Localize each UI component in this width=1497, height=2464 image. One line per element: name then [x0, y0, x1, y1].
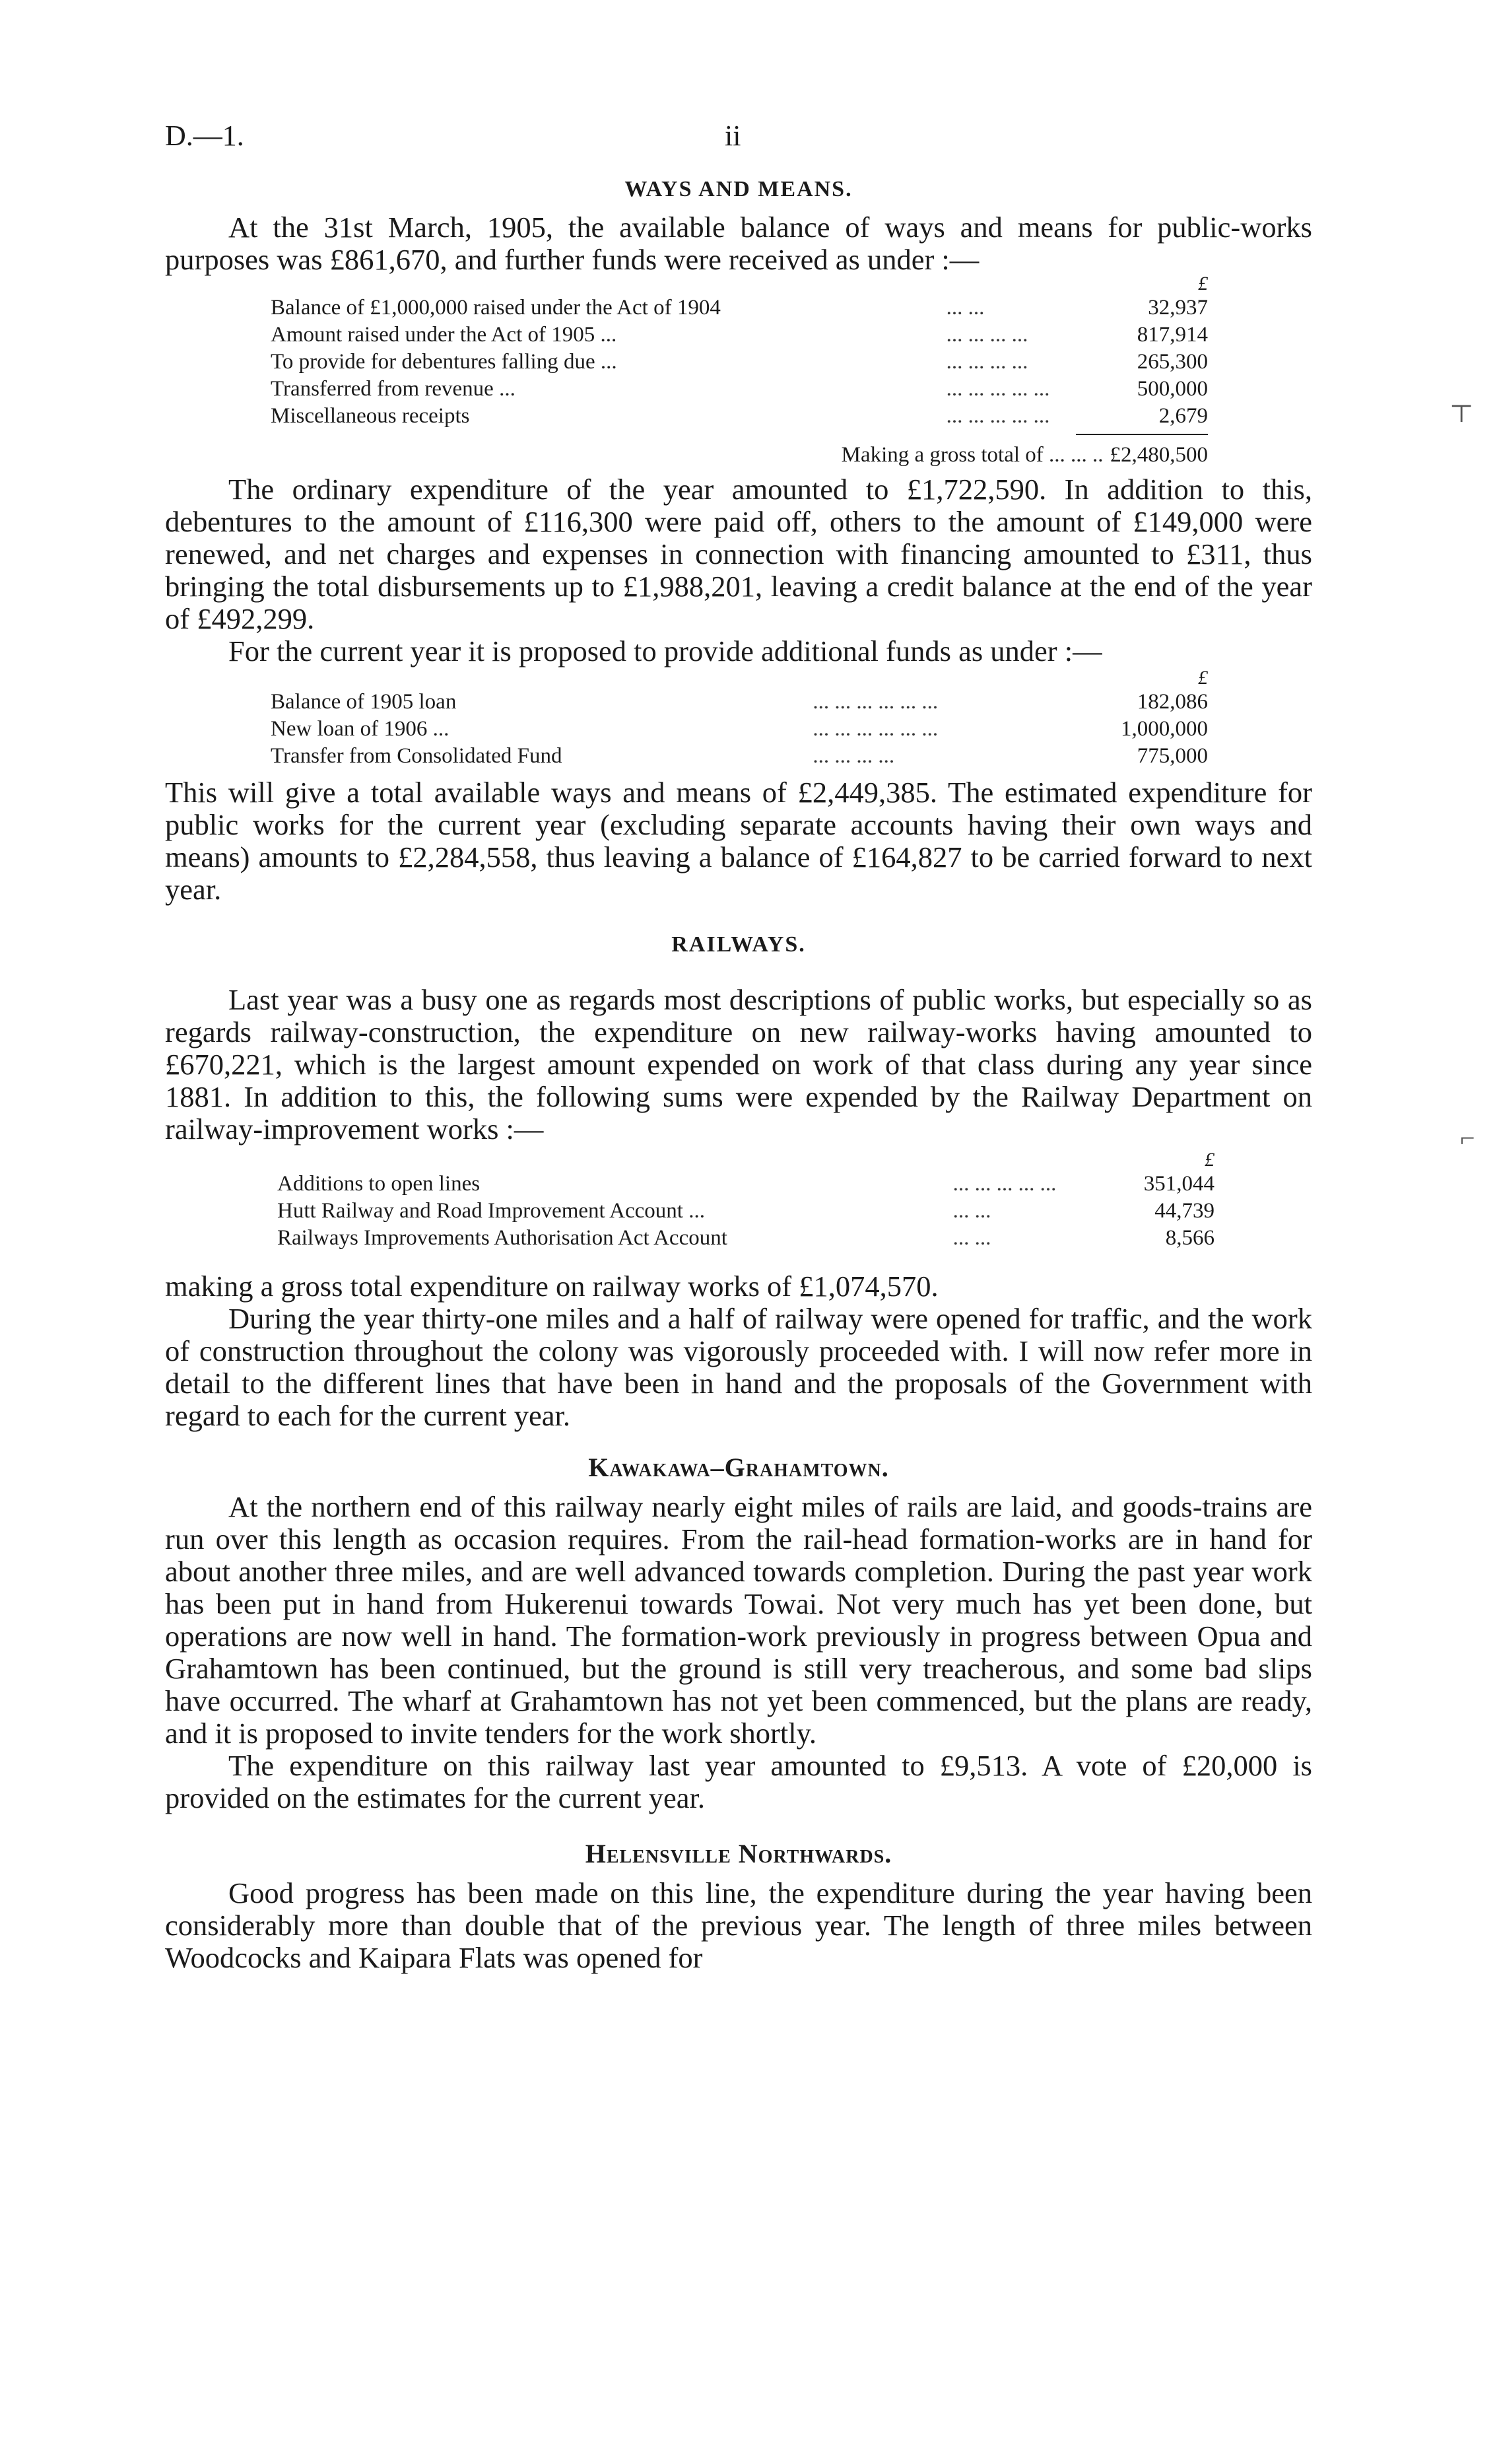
row-amount: 32,937 [1148, 296, 1208, 320]
row-label: To provide for debentures falling due ... [271, 350, 617, 374]
funds-received-table [271, 294, 1208, 430]
row-label: Additions to open lines [277, 1172, 481, 1196]
page-number: ii [725, 120, 741, 152]
row-leader-dots: ... ... ... ... ... [952, 1172, 1057, 1196]
railway-improvement-table [277, 1171, 1214, 1252]
section-heading-kawakawa: Kawakawa–Grahamtown. [588, 1453, 889, 1482]
paragraph: The expenditure on this railway last year amounted to £9,513. A vote of £20,000 is provided on the estimates for the current year. [165, 1749, 1312, 1814]
table-row [277, 1225, 1214, 1252]
row-leader-dots: ... ... ... ... ... [946, 404, 1050, 428]
total-rule [1076, 434, 1208, 435]
row-leader-dots: ... ... ... ... ... ... [813, 690, 939, 714]
currency-symbol: £ [1205, 1149, 1214, 1171]
table-row [271, 689, 1208, 716]
row-label: Balance of £1,000,000 raised under the Act of 1904 [271, 296, 721, 320]
paragraph: At the northern end of this railway nearly eight miles of rails are laid, and goods-trains are run over this length as occasion requires. From the rail-head formation-works are in hand for about another three miles, and are well advanced towards completion. During the past year work has been put in hand from Hukerenui towards Towai. Not very much has yet been done, but operations are now well in hand. The formation-work previously in progress between Opua and Grahamtown has been continued, but the ground is still very treacherous, and some bad slips have occurred. The wharf at Grahamtown has not yet been commenced, but the plans are ready, and it is proposed to invite tenders for the work shortly. [165, 1490, 1312, 1750]
paragraph: The ordinary expenditure of the year amounted to £1,722,590. In addition to this, debentures to the amount of £116,300 were paid off, others to the amount of £149,000 were renewed, and net charges and expenses in connection with financing amounted to £311, thus bringing the total disbursements up to £1,988,201, leaving a credit balance at the end of the year of £492,299. [165, 473, 1312, 635]
gross-total-label: Making a gross total of ... ... .. [841, 443, 1104, 467]
margin-mark-icon: ⌐ [1460, 1123, 1475, 1153]
table-row [277, 1198, 1214, 1225]
table-row [271, 349, 1208, 376]
row-amount: 775,000 [1137, 744, 1208, 768]
paragraph: For the current year it is proposed to provide additional funds as under :— [228, 634, 1102, 667]
row-amount: 1,000,000 [1121, 717, 1208, 741]
table-row [271, 322, 1208, 349]
row-label: Amount raised under the Act of 1905 ... [271, 323, 617, 347]
table-row [271, 403, 1208, 430]
row-amount: 44,739 [1154, 1199, 1214, 1223]
row-leader-dots: ... ... [952, 1199, 991, 1223]
page-header [165, 119, 1314, 158]
row-label: Railways Improvements Authorisation Act Account [277, 1226, 727, 1250]
row-label: Transfer from Consolidated Fund [271, 744, 562, 768]
paragraph: making a gross total expenditure on railway works of £1,074,570. [165, 1270, 939, 1303]
row-amount: 8,566 [1165, 1226, 1214, 1250]
row-leader-dots: ... ... ... ... ... [946, 377, 1050, 401]
margin-mark-icon: ┬ [1452, 390, 1471, 420]
row-label: Hutt Railway and Road Improvement Account ... [277, 1199, 705, 1223]
section-heading-helensville: Helensville Northwards. [585, 1839, 892, 1868]
table-row [271, 716, 1208, 743]
railway-improvement-table-wrap [277, 1149, 1214, 1252]
table-row [271, 743, 1208, 770]
additional-funds-table-wrap [271, 667, 1208, 770]
row-leader-dots: ... ... [946, 296, 985, 320]
funds-received-table-wrap [271, 273, 1208, 469]
row-leader-dots: ... ... ... ... [946, 323, 1028, 347]
paragraph: Last year was a busy one as regards most descriptions of public works, but especially so as regards railway-construction, the expenditure on new railway-works having amounted to £670,221, which is the largest amount expended on work of that class during any year since 1881. In addition to this, the following sums were expended by the Railway Department on railway-improvement works :— [165, 983, 1312, 1146]
row-label: Miscellaneous receipts [271, 404, 470, 428]
paragraph: During the year thirty-one miles and a half of railway were opened for traffic, and the work of construction throughout the colony was vigorously proceeded with. I will now refer more in detail to the different lines that have been in hand and the proposals of the Government with regard to each for the current year. [165, 1302, 1312, 1432]
row-amount: 351,044 [1143, 1172, 1214, 1196]
row-leader-dots: ... ... [952, 1226, 991, 1250]
row-amount: 817,914 [1137, 323, 1208, 347]
document-body [165, 177, 1312, 1974]
row-leader-dots: ... ... ... ... [946, 350, 1028, 374]
row-leader-dots: ... ... ... ... [813, 744, 895, 768]
row-label: Balance of 1905 loan [271, 690, 457, 714]
additional-funds-table [271, 689, 1208, 770]
document-code: D.—1. [165, 120, 244, 152]
row-label: New loan of 1906 ... [271, 717, 449, 741]
row-leader-dots: ... ... ... ... ... ... [813, 717, 939, 741]
section-heading-railways: RAILWAYS. [671, 932, 806, 957]
paragraph: This will give a total available ways and means of £2,449,385. The estimated expenditure for public works for the current year (excluding separate accounts having their own ways and means) amounts to £2,284,558, thus leaving a balance of £164,827 to be carried forward to next year. [165, 776, 1312, 906]
table-row [277, 1171, 1214, 1198]
row-label: Transferred from revenue ... [271, 377, 516, 401]
section-heading-ways-and-means: WAYS AND MEANS. [624, 177, 853, 201]
paragraph: Good progress has been made on this line, the expenditure during the year having been considerably more than double that of the previous year. The length of three miles between Woodcocks and Kaipara Flats was opened for [165, 1876, 1312, 1974]
row-amount: 265,300 [1137, 350, 1208, 374]
gross-total-amount: £2,480,500 [1110, 443, 1208, 467]
paragraph: At the 31st March, 1905, the available balance of ways and means for public-works purposes was £861,670, and further funds were received as under :— [165, 211, 1312, 276]
currency-symbol: £ [1198, 667, 1208, 689]
row-amount: 2,679 [1158, 404, 1208, 428]
row-amount: 500,000 [1137, 377, 1208, 401]
currency-symbol: £ [1198, 273, 1208, 294]
gross-total-row [271, 440, 1208, 469]
table-row [271, 376, 1208, 403]
row-amount: 182,086 [1137, 690, 1208, 714]
table-row [271, 294, 1208, 322]
